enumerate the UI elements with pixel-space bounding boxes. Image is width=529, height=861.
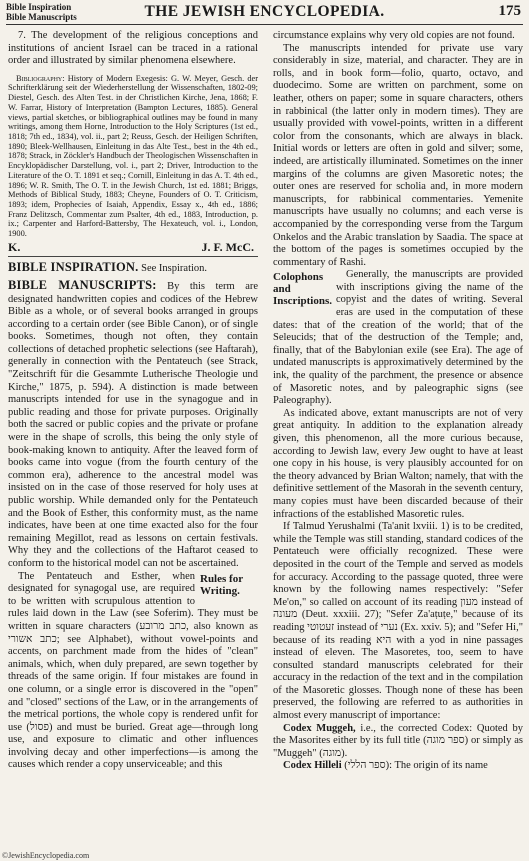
- copyright-credit: ©JewishEncyclopedia.com: [2, 851, 90, 860]
- codex-hilleli-label: Codex Hilleli: [283, 760, 342, 772]
- running-head-line-1: Bible Inspiration: [6, 2, 72, 12]
- codex-hilleli-text: : The origin of its name: [389, 760, 488, 772]
- right-paragraph-2: The manuscripts intended for private use vary considerably in size, material, and character. They are in rolls, and in book form—folio, quarto, octavo, and duodecimo. Some are written on parchment, some on leather, others on paper; some in square characters, others in rabbinical (the latter only in modern times). They are usually provided with vowel-points, written in a different color from the consonants, which are always in black. Initial words or letters are often in gold and silver; some, indeed, are artistically illuminated. Sometimes on the inner margins of the columns are given Masoretic notes; the outer ones are reserved for scholia and, in more modern manuscripts, for rabbinical commentaries. Yemenite manuscripts have usually no columns; and each verse is accompanied by the corresponding verse from the Targum Onkelos and the Arabic translation by Saadia. The space at the bottom of the pages is sometimes occupied by the commentary of Rashi.: [273, 42, 523, 268]
- right-column: [273, 30, 523, 773]
- section-divider: [8, 256, 258, 257]
- signature-left: K.: [8, 239, 21, 254]
- codex-hilleli-entry: [273, 760, 523, 773]
- manuscripts-text-1: By this term are designated handwritten copies and codices of the Hebrew Bible as a whole, or of several books arranged in groups according to a certain order (see Bible Canon), or of single books. Sometimes, though not often, they contain collections of detached prophetic selections (see Haftarah), generally in connection with the Pentateuch (see Strack, "Zeitschrift für die Gesammte Lutherische Theologie und Kirche," 1875, p. 594). A distinction is made between manuscripts intended for use in the synagogue and in public reading and those for private purposes. Originally both the sacred or public copies and the private or profane were in the shape of scrolls, this being the only style of book-making known to antiquity. After the leaved form of books came into vogue (from the fourth century of the common era), adherence to the ancestral model was insisted on in the case of those reserved for holy uses at public worship. While demanded only for the Pentateuch and the Book of Esther, this conformity must, as the name indicates, have been at one time exacted also for the four remaining Megillot, read as lessons on certain festivals. Why they and the collections of the Haftarot ceased to conform to the historical model can not be ascertained.: [8, 280, 259, 569]
- manuscripts-heading: BIBLE MANUSCRIPTS:: [8, 277, 157, 292]
- publication-title: THE JEWISH ENCYCLOPEDIA.: [144, 3, 385, 20]
- page-header: [6, 2, 523, 25]
- codex-muggeh-entry: [273, 723, 523, 761]
- right-paragraph-3: [273, 269, 523, 408]
- running-head-line-2: Bible Manuscripts: [6, 12, 77, 22]
- author-signature: [8, 241, 258, 254]
- inspiration-heading: BIBLE INSPIRATION.: [8, 260, 139, 275]
- manuscripts-paragraph-2: [8, 571, 258, 773]
- colophons-sidenote: Colophons and Inscriptions.: [273, 271, 332, 308]
- inspiration-entry: [8, 261, 258, 276]
- codex-muggeh-label: Codex Muggeh,: [283, 722, 356, 734]
- bibliography-text: History of Modern Exegesis: G. W. Meyer, Gesch. der Schrifterklärung seit der Wiederherstellung der Wissenschaften, 1802-09; Diestel, Gesch. des Alten Test. in der Christlichen Kirche, Jena, 1868; F. W. Farrar, History of Interpretation (Bampton Lectures, 1885). General views, partial sketches, or bibliographical outlines may be found in many writings, among them Horne, Introduction to the Holy Scriptures (1st ed., 1818; 7th ed., 1834), vol. ii., part 2; Reuss, Gesch. der Heiligen Schriften, 1890; Bleek-Wellhausen, Einleitung in das Alte Test., best in the 4th ed., 1878; Strack, in Zöckler's Handbuch der Theologischen Wissenschaften in Encyklopädischer Darstellung, vol. i., part 2; Driver, Introduction to the Literature of the O. T. 1891 et seq.; Cornill, Einleitung in das A. T. 4th ed., 1896; W. R. Smith, The O. T. in the Jewish Church, 1st ed. 1881; Briggs, Methods of Biblical Study, 1883; Cheyne, Founders of O. T. Criticism, 1893; idem, Prophecies of Isaiah, Appendix, Essay x., 4th ed., 1886; Franz Delitzsch, Commentar zum Psalter, 4th ed., 1883, Introduction, p. ix.; Carpenter and Harford-Battersby, The Hexateuch, vol. i., London, 1900.: [8, 73, 259, 239]
- bibliography-label: Bibliography:: [16, 73, 65, 83]
- left-column: [8, 30, 258, 772]
- right-text-3: Generally, the manuscripts are provided with inscriptions giving the name of the copyist and the dates of writing. Several eras are used in the computation of these dates: that of the creation of the world; that of the Seleucids; that of the destruction of the Temple; and, finally, that of the Babylonian exile (see Era). The age of undated manuscripts is approximatively determined by the ink, the quality of the parchment, the presence or absence of Masoretic notes, and by paleographic signs (see Paleography).: [273, 269, 523, 407]
- codex-hilleli-hebrew: (ספר הללי): [344, 760, 390, 772]
- right-paragraph-5: If Talmud Yerushalmi (Ta'anit lxviii. 1) is to be credited, while the Temple was still standing, standard codices of the Pentateuch were officially recognized. These were deposited in the court of the Temple and served as models for accuracy. According to the passage quoted, three were known by the following names respectively: "Sefer Me'on," so called on account of its reading מעון instead of מעונה (Deut. xxxiii. 27); "Sefer Za'aṭuṭe," because of its reading זעטוטי instead of נערי (Ex. xxiv. 5); and "Sefer Hi," because of its reading היא with a yod in nine passages instead of eleven. The Masoretes, too, seem to have consulted standard manuscripts celebrated for their accuracy in the redaction of the text and in the compilation of the Masoretic glosses. Though none of these has been preserved, the following are referred to as authorities in almost every manuscript of importance:: [273, 521, 523, 722]
- right-paragraph-1: circumstance explains why very old copies are not found.: [273, 30, 515, 41]
- rules-sidenote: Rules for Writing.: [200, 572, 243, 597]
- bibliography: [8, 74, 258, 239]
- right-paragraph-4: As indicated above, extant manuscripts are not of very great antiquity. In addition to the explanation already given, this phenomenon, all the more curious because, according to Jewish law, every Jew ought to have at least one copy in his house, is very plausibly accounted for on the theory advanced by Brian Walton; namely, that with the definitive settlement of the Masorah in the seventh century, many copies must have been discarded because of their infractions of the established Masoretic rules.: [273, 407, 523, 520]
- item-7-paragraph: 7. The development of the religious conceptions and institutions of ancient Israel can be traced in a rational order and illustrated by similar phenomena elsewhere.: [8, 30, 258, 67]
- page-number: 175: [498, 3, 521, 19]
- manuscripts-text-2: The Pentateuch and Esther, when designated for synagogal use, are required to be written with scrupulous attention to rules laid down in the Law (see Soferim). They must be written in square characters (כתב מרובע, also known as כתב אשורי; see Alphabet), without vowel-points and accents, on parchment made from the hides of "clean" animals, which, when duly prepared, are sewn together by threads of the same origin. If four mistakes are found in one column, or a single error is discovered in the "open" and "closed" sections of the Law, or in the arrangements of the metrical portions, the whole copy is rendered unfit for use (פסול) and must be buried. Great age—through long use, and exposure to climatic and other influences involving decay and other imperfections—is among the causes which render a copy unserviceable; and this: [8, 570, 258, 771]
- codex-muggeh-text: i.e., the corrected Codex: Quoted by the Masorites either by its full title (ספר מוגה) or simply as "Muggeh" (מוגה).: [273, 722, 524, 759]
- manuscripts-paragraph-1: [8, 279, 258, 571]
- signature-right: J. F. McC.: [201, 239, 254, 254]
- inspiration-cross-reference[interactable]: See Inspiration.: [141, 263, 208, 275]
